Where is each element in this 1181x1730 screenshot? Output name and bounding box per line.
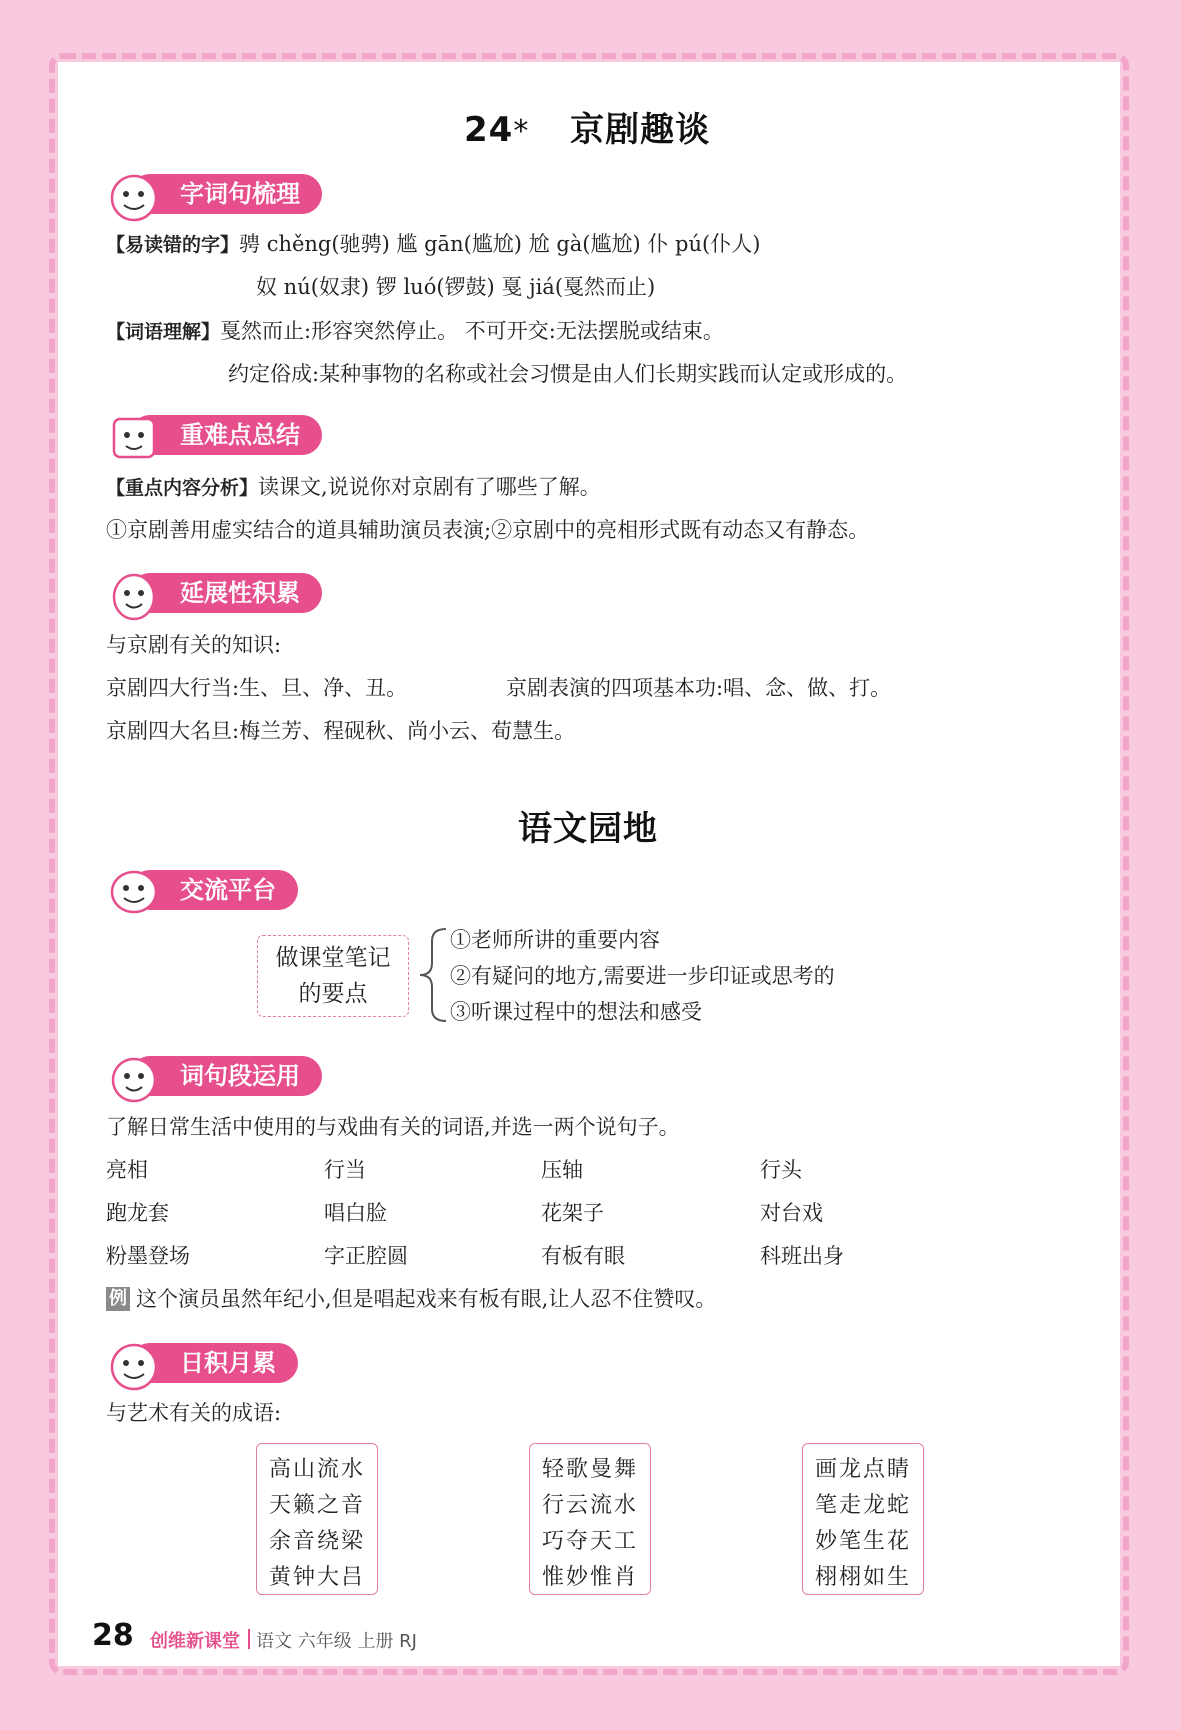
note-taking-box <box>257 935 409 1017</box>
lesson-number: 24 <box>464 110 514 150</box>
extension-line-1b: 京剧表演的四项基本功:唱、念、做、打。 <box>506 676 892 700</box>
idiom: 画龙点睛 <box>815 1457 912 1482</box>
note-box-line-1: 做课堂笔记 <box>275 945 391 971</box>
idiom: 高山流水 <box>269 1457 366 1482</box>
idiom: 巧夺天工 <box>542 1529 639 1554</box>
mascot-icon <box>104 1050 166 1106</box>
key-question: 读课文,说说你对京剧有了哪些了解。 <box>258 475 601 499</box>
brace-icon <box>412 925 452 1025</box>
word-cell: 字正腔圆 <box>324 1244 408 1268</box>
section-heading: 延展性积累 <box>130 573 322 613</box>
word-cell: 唱白脸 <box>324 1201 387 1225</box>
idiom-group-2 <box>529 1443 651 1595</box>
example-tag: 例 <box>106 1287 130 1311</box>
mascot-icon <box>104 567 166 623</box>
idiom: 轻歌曼舞 <box>542 1457 639 1482</box>
misread-label: 【易读错的字】 <box>106 234 240 256</box>
misread-text-1: 骋 chěng(驰骋) 尴 gān(尴尬) 尬 gà(尴尬) 仆 pú(仆人) <box>239 232 761 256</box>
word-cell: 有板有眼 <box>541 1244 625 1268</box>
daily-intro: 与艺术有关的成语: <box>106 1401 282 1425</box>
example-sentence: 这个演员虽然年纪小,但是唱起戏来有板有眼,让人忍不住赞叹。 <box>136 1287 717 1311</box>
word-cell: 粉墨登场 <box>106 1244 190 1268</box>
idiom: 惟妙惟肖 <box>542 1565 639 1590</box>
word-cell: 跑龙套 <box>106 1201 169 1225</box>
section-heading: 字词句梳理 <box>130 174 322 214</box>
mascot-icon <box>104 168 166 224</box>
page-number: 28 <box>92 1618 134 1653</box>
idiom: 笔走龙蛇 <box>815 1493 912 1518</box>
section-heading: 词句段运用 <box>130 1056 322 1096</box>
lesson-star: * <box>513 114 530 149</box>
idiom: 栩栩如生 <box>815 1565 912 1590</box>
section-heading: 重难点总结 <box>130 415 322 455</box>
word-cell: 花架子 <box>541 1201 604 1225</box>
key-label: 【重点内容分析】 <box>106 477 259 499</box>
note-point-2: ②有疑问的地方,需要进一步印证或思考的 <box>450 964 835 988</box>
idiom: 行云流水 <box>542 1493 639 1518</box>
mascot-icon <box>104 864 166 920</box>
word-cell: 压轴 <box>541 1158 583 1182</box>
idiom: 天籁之音 <box>269 1493 366 1518</box>
word-cell: 科班出身 <box>760 1244 844 1268</box>
extension-line-1a: 京剧四大行当:生、旦、净、丑。 <box>106 676 408 700</box>
idiom: 妙笔生花 <box>815 1529 912 1554</box>
word-cell: 亮相 <box>106 1158 148 1182</box>
mascot-icon <box>104 1337 166 1393</box>
note-point-1: ①老师所讲的重要内容 <box>450 928 660 952</box>
mascot-icon <box>104 409 166 465</box>
extension-intro: 与京剧有关的知识: <box>106 633 282 657</box>
key-question-row <box>106 472 601 503</box>
note-point-3: ③听课过程中的想法和感受 <box>450 1000 702 1024</box>
usage-prompt: 了解日常生活中使用的与戏曲有关的词语,并选一两个说句子。 <box>106 1115 680 1139</box>
word-cell: 行当 <box>324 1158 366 1182</box>
vocab-text-1: 戛然而止:形容突然停止。 不可开交:无法摆脱或结束。 <box>220 319 724 343</box>
extension-line-2: 京剧四大名旦:梅兰芳、程砚秋、尚小云、荀慧生。 <box>106 719 576 743</box>
idiom: 黄钟大吕 <box>269 1565 366 1590</box>
lesson-name: 京剧趣谈 <box>570 110 711 150</box>
idiom-group-3 <box>802 1443 924 1595</box>
misread-row-1 <box>106 229 760 260</box>
vocab-label: 【词语理解】 <box>106 321 221 343</box>
footer-brand: 创维新课堂 <box>150 1631 240 1652</box>
example-row <box>106 1284 716 1314</box>
footer-info: 语文 六年级 上册 RJ <box>256 1631 417 1652</box>
idiom: 余音绕梁 <box>269 1529 366 1554</box>
footer-divider <box>248 1629 250 1649</box>
vocab-row-1 <box>106 316 724 347</box>
note-box-line-2: 的要点 <box>298 981 368 1007</box>
section-heading: 交流平台 <box>130 870 298 910</box>
key-answer: ①京剧善用虚实结合的道具辅助演员表演;②京剧中的亮相形式既有动态又有静态。 <box>106 518 870 542</box>
garden-title: 语文园地 <box>518 809 658 849</box>
lesson-title <box>464 102 710 151</box>
misread-text-2: 奴 nú(奴隶) 锣 luó(锣鼓) 戛 jiá(戛然而止) <box>256 275 656 299</box>
word-cell: 行头 <box>760 1158 802 1182</box>
section-heading: 日积月累 <box>130 1343 298 1383</box>
idiom-group-1 <box>256 1443 378 1595</box>
vocab-text-2: 约定俗成:某种事物的名称或社会习惯是由人们长期实践而认定或形成的。 <box>228 362 908 386</box>
word-cell: 对台戏 <box>760 1201 823 1225</box>
